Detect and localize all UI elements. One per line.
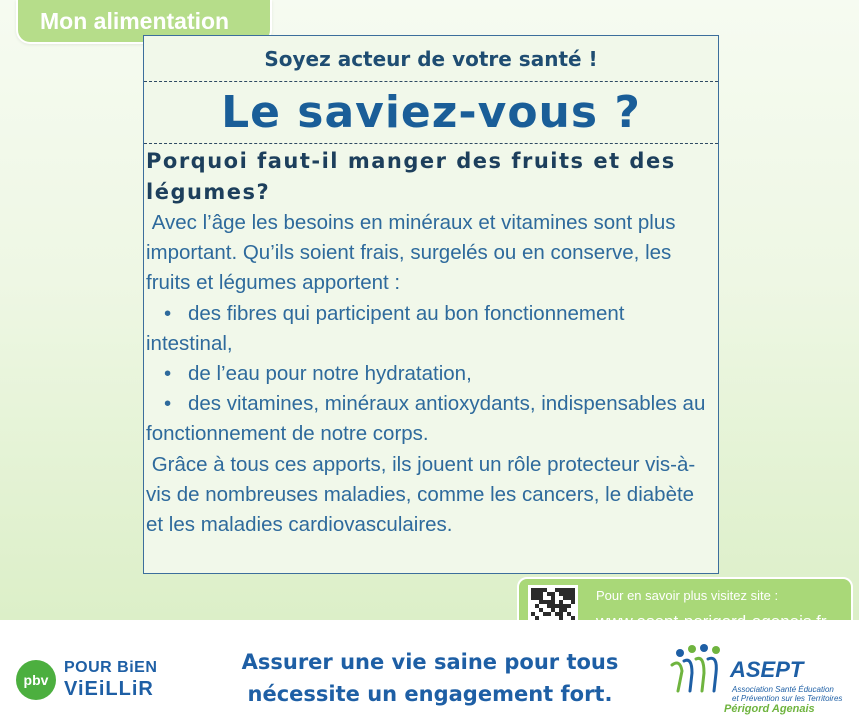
pbv-logo-icon: pbv <box>16 660 56 700</box>
slogan-line2: nécessite un engagement fort. <box>247 682 613 706</box>
pbv-logo-line2: ViEiLLiR <box>64 678 154 700</box>
asept-subtitle-1: Association Santé Éducation <box>732 685 834 694</box>
bullet-item: • de l’eau pour notre hydratation, <box>146 359 714 389</box>
asept-region: Périgord Agenais <box>724 703 815 715</box>
asept-name: ASEPT <box>730 657 804 682</box>
asept-figures-icon <box>668 643 730 695</box>
footer <box>0 620 859 720</box>
info-label: Pour en savoir plus visitez site : <box>596 588 779 603</box>
card-question: Porquoi faut-il manger des fruits et des légumes? <box>146 149 676 204</box>
card-body <box>146 208 714 540</box>
pbv-logo-line1: POUR BiEN <box>64 659 158 676</box>
asept-logo <box>668 643 848 718</box>
bullet-item: • des vitamines, minéraux antioxydants, indispensables au fonctionnement de notre corps. <box>146 389 714 449</box>
bullet-icon: • <box>164 301 172 325</box>
section-tab-label: Mon alimentation <box>40 7 230 34</box>
footer-slogan <box>230 646 630 710</box>
pbv-logo <box>16 658 171 702</box>
paragraph-intro: Avec l’âge les besoins en minéraux et vitamines sont plus important. Qu’ils soient frais, surgelés ou en conserve, les fruits et légumes apportent : <box>146 211 682 295</box>
bullet-item: • des fibres qui participent au bon fonctionnement intestinal, <box>146 299 714 359</box>
card-title: Le saviez-vous ? <box>144 82 718 144</box>
asept-subtitle-2: et Prévention sur les Territoires <box>732 694 843 703</box>
card-content <box>144 144 718 540</box>
card-header: Soyez acteur de votre santé ! <box>144 36 718 82</box>
bullet-icon: • <box>164 362 172 386</box>
bullet-icon: • <box>164 392 172 416</box>
info-card <box>143 35 719 574</box>
slogan-line1: Assurer une vie saine pour tous <box>241 650 619 674</box>
paragraph-conclusion: Grâce à tous ces apports, ils jouent un rôle protecteur vis-à-vis de nombreuses maladies, comme les cancers, le diabète et les maladies cardiovasculaires. <box>146 452 700 537</box>
